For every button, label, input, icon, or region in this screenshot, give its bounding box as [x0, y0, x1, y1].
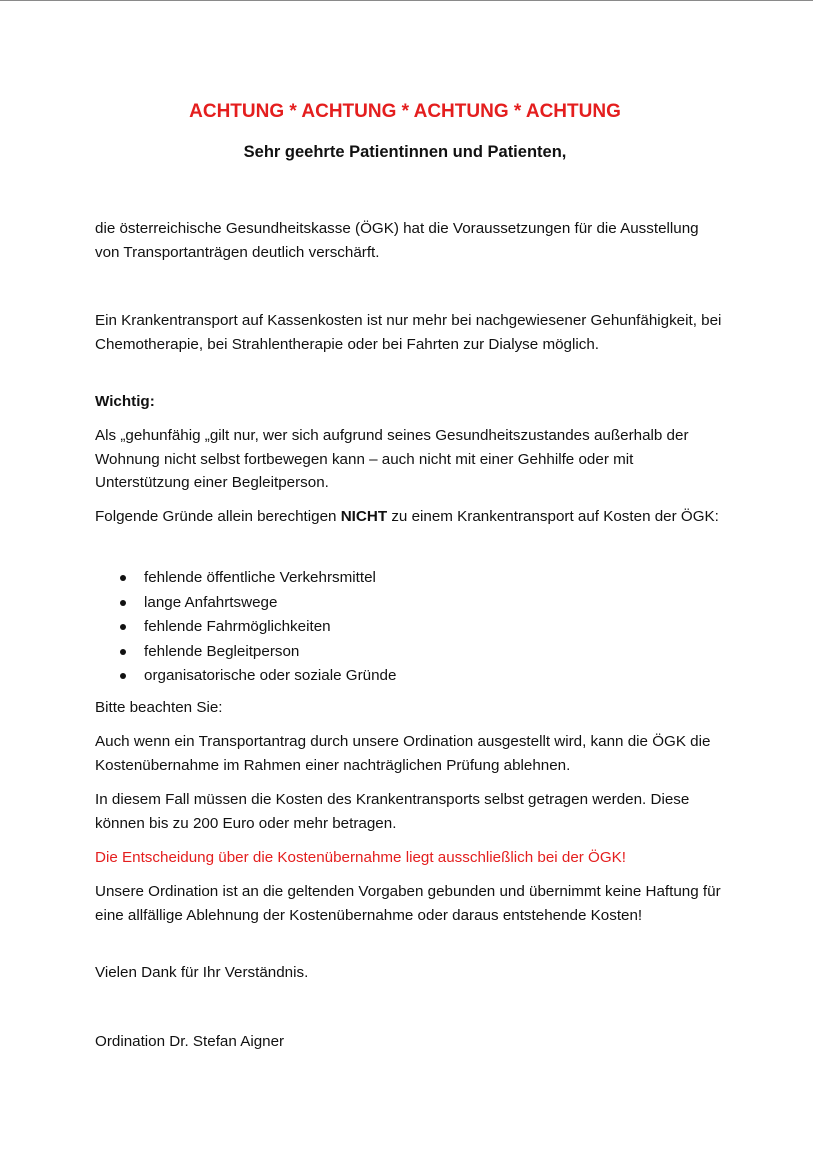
- decision-paragraph: Die Entscheidung über die Kostenübernahme liegt ausschließlich bei der ÖGK!: [95, 849, 627, 866]
- reasons-intro-text: Folgende Gründe allein berechtigen: [95, 508, 341, 525]
- list-item: [95, 664, 725, 689]
- bullet-icon: [120, 673, 126, 679]
- list-item-text: organisatorische oder soziale Gründe: [144, 667, 397, 684]
- bullet-icon: [120, 600, 126, 606]
- reasons-intro-emphasis: NICHT: [340, 508, 388, 525]
- bullet-icon: [120, 624, 126, 630]
- reasons-list: [95, 566, 725, 689]
- review-paragraph: Auch wenn ein Transportantrag durch unsere Ordination ausgestellt wird, kann die ÖGK die Kostenübernahme im Rahmen einer nachträglichen Prüfung ablehnen.: [95, 733, 711, 774]
- intro-paragraph: die österreichische Gesundheitskasse (ÖGK) hat die Voraussetzungen für die Ausstellung von Transportanträgen deutlich verschärft.: [95, 220, 699, 261]
- list-item: [95, 566, 725, 591]
- reasons-intro-paragraph: [95, 505, 725, 529]
- list-item: [95, 640, 725, 665]
- list-item-text: fehlende Begleitperson: [144, 642, 300, 660]
- top-divider: [0, 0, 813, 1]
- list-item-text: fehlende Fahrmöglichkeiten: [144, 618, 331, 635]
- important-label: Wichtig:: [95, 393, 155, 410]
- liability-paragraph: Unsere Ordination ist an die geltenden Vorgaben gebunden und übernimmt keine Haftung für eine allfällige Ablehnung der Kostenübernahme oder daraus entstehende Kosten!: [95, 883, 721, 924]
- costs-paragraph: In diesem Fall müssen die Kosten des Krankentransports selbst getragen werden. Diese können bis zu 200 Euro oder mehr betragen.: [95, 791, 690, 832]
- signature: Ordination Dr. Stefan Aigner: [95, 1033, 285, 1050]
- thanks-paragraph: Vielen Dank für Ihr Verständnis.: [95, 964, 309, 981]
- list-item: [95, 591, 725, 616]
- eligibility-paragraph: Ein Krankentransport auf Kassenkosten ist nur mehr bei nachgewiesener Gehunfähigkeit, bei Chemotherapie, bei Strahlentherapie oder bei Fahrten zur Dialyse möglich.: [95, 312, 722, 353]
- note-label: Bitte beachten Sie:: [95, 699, 223, 716]
- reasons-intro-text-end: zu einem Krankentransport auf Kosten der ÖGK:: [387, 508, 719, 525]
- list-item-text: lange Anfahrtswege: [144, 593, 278, 611]
- salutation-heading: Sehr geehrte Patientinnen und Patienten,: [243, 143, 567, 161]
- bullet-icon: [120, 649, 126, 655]
- definition-paragraph: Als „gehunfähig „gilt nur, wer sich aufgrund seines Gesundheitszustandes außerhalb der Wohnung nicht selbst fortbewegen kann – auch nicht mit einer Gehhilfe oder mit Unterstützung einer Begleitperson.: [95, 427, 689, 492]
- list-item-text: fehlende öffentliche Verkehrsmittel: [144, 569, 376, 586]
- alert-heading: ACHTUNG * ACHTUNG * ACHTUNG * ACHTUNG: [189, 101, 621, 122]
- list-item: [95, 615, 725, 640]
- bullet-icon: [120, 575, 126, 581]
